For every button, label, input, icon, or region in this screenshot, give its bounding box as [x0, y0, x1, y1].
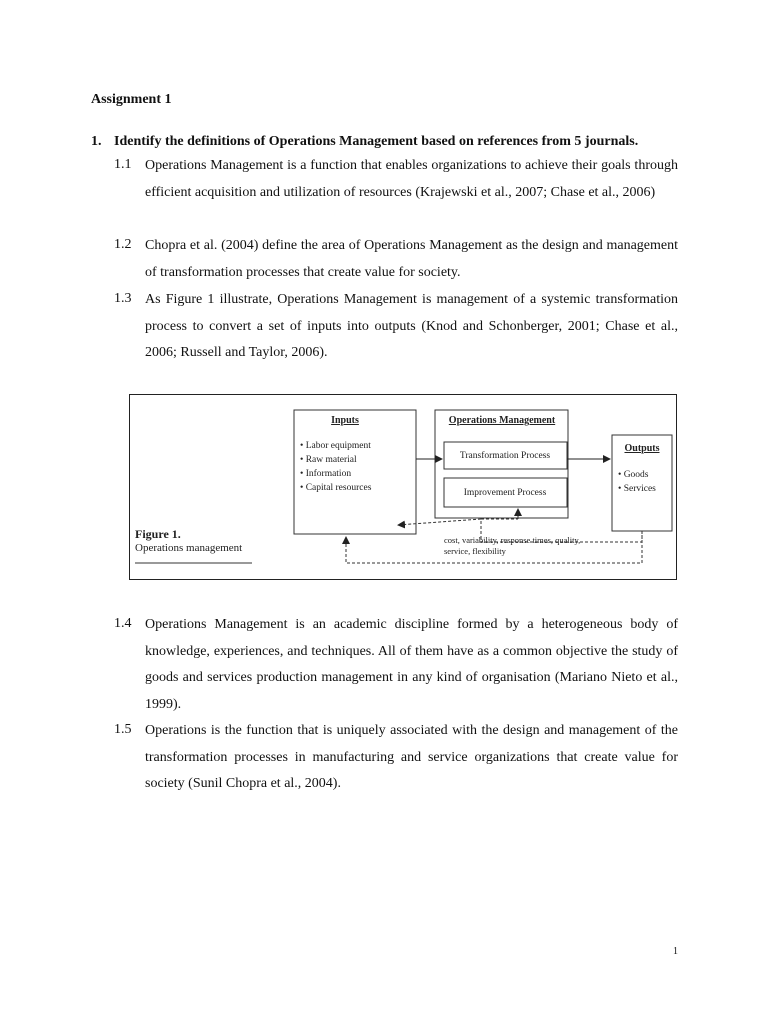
item-number-1-4: 1.4: [114, 616, 132, 631]
input-item: • Information: [300, 469, 352, 479]
item-text-1-3: As Figure 1 illustrate, Operations Management is management of a systemic transformation process to convert a set of inputs into outputs (Knod and Schonberger, 2001; Chase et al., 2006; Russell and Taylor, 2006).: [145, 292, 678, 360]
item-text-1-5: Operations is the function that is uniquely associated with the design and management of the transformation processes in manufacturing and service organizations that create value for society (Sunil Chopra et al., 2004).: [145, 723, 678, 791]
operations-management-heading: Operations Management: [448, 415, 556, 426]
figure-1: [129, 394, 677, 580]
item-text-1-4: Operations Management is an academic discipline formed by a heterogeneous body of knowledge, experiences, and techniques. All of them have as a common objective the study of goods and services production management in any kind of organisation (Mariano Nieto et al., 1999).: [145, 617, 678, 712]
item-text-1-2: Chopra et al. (2004) define the area of Operations Management as the design and management of transformation processes that create value for society.: [145, 238, 678, 280]
page-number: 1: [673, 946, 678, 957]
input-item: • Capital resources: [300, 483, 372, 493]
operations-diagram: [130, 395, 678, 581]
feedback-label-line2: service, flexibility: [444, 546, 506, 556]
question-number: 1.: [91, 134, 102, 149]
figure-caption-title: Figure 1.: [135, 527, 181, 541]
item-number-1-5: 1.5: [114, 722, 132, 737]
input-item: • Raw material: [300, 455, 357, 465]
item-text-1-1: Operations Management is a function that enables organizations to achieve their goals through efficient acquisition and utilization of resources (Krajewski et al., 2007; Chase et al., 2006): [145, 158, 678, 200]
assignment-title: Assignment 1: [91, 92, 172, 107]
inputs-heading: Inputs: [331, 415, 359, 426]
item-number-1-1: 1.1: [114, 157, 132, 172]
operations-management-box: [435, 410, 568, 518]
feedback-to-inputs-arrow: [398, 519, 481, 525]
item-number-1-3: 1.3: [114, 291, 132, 306]
figure-caption-subtitle: Operations management: [135, 542, 243, 554]
output-item: • Goods: [618, 470, 649, 480]
feedback-label-line1: cost, variability, response times, quality,: [444, 535, 581, 545]
item-number-1-2: 1.2: [114, 237, 132, 252]
outputs-heading: Outputs: [624, 443, 660, 454]
input-item: • Labor equipment: [300, 441, 371, 451]
improvement-process-label: Improvement Process: [463, 488, 547, 498]
question-text: Identify the definitions of Operations Management based on references from 5 journals.: [114, 134, 639, 149]
output-item: • Services: [618, 484, 656, 494]
transformation-process-label: Transformation Process: [459, 451, 551, 461]
